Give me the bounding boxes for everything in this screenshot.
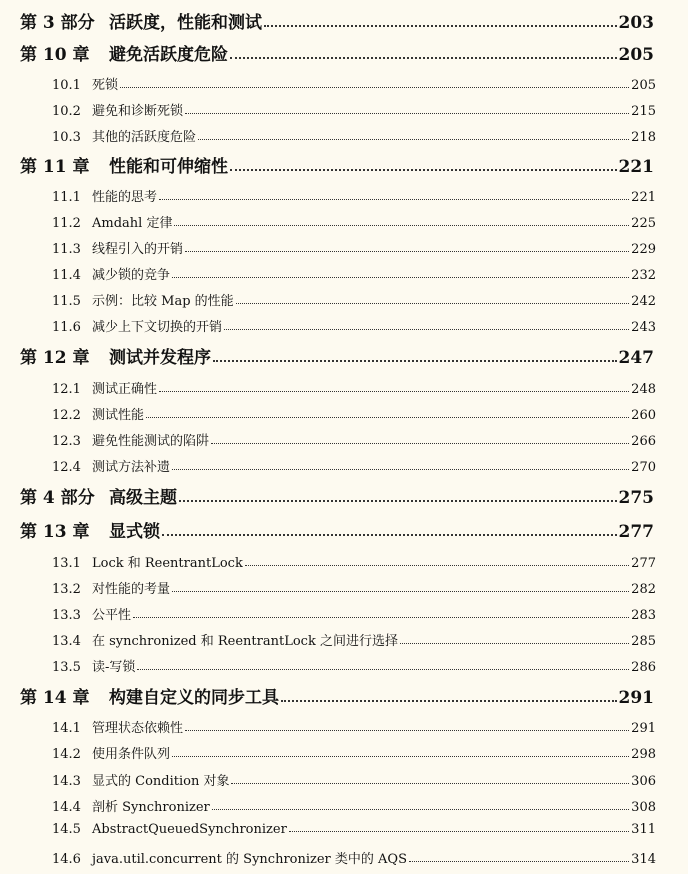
entry-title: 读-写锁 bbox=[92, 660, 136, 675]
page-number: 266 bbox=[631, 434, 656, 449]
dot-leader bbox=[289, 830, 629, 832]
dot-leader bbox=[172, 276, 629, 278]
toc-section-row bbox=[0, 404, 688, 423]
dot-leader bbox=[146, 416, 629, 418]
entry-number: 13.5 bbox=[52, 660, 81, 675]
entry-number: 14.5 bbox=[52, 822, 81, 837]
toc-section-row bbox=[0, 578, 688, 597]
toc-section-row bbox=[0, 743, 688, 762]
entry-title: 减少锁的竞争 bbox=[92, 268, 171, 283]
entry-number: 14.1 bbox=[52, 721, 81, 736]
entry-number: 第 3 部分 bbox=[20, 13, 95, 33]
entry-number: 11.1 bbox=[52, 190, 81, 205]
dot-leader bbox=[264, 24, 617, 27]
page-number: 218 bbox=[631, 130, 656, 145]
entry-title: 剖析 Synchronizer bbox=[92, 800, 210, 815]
dot-leader bbox=[224, 328, 629, 330]
entry-number: 13.2 bbox=[52, 582, 81, 597]
toc-heading-row bbox=[0, 517, 688, 542]
entry-title: 性能的思考 bbox=[92, 190, 158, 205]
toc-heading-row bbox=[0, 483, 688, 508]
dot-leader bbox=[159, 390, 629, 392]
page-number: 270 bbox=[631, 460, 656, 475]
entry-title: 测试性能 bbox=[92, 408, 145, 423]
dot-leader bbox=[185, 729, 629, 731]
entry-title: 对性能的考量 bbox=[92, 582, 171, 597]
entry-number: 11.4 bbox=[52, 268, 81, 283]
entry-number: 第 12 章 bbox=[20, 348, 90, 368]
entry-title: 减少上下文切换的开销 bbox=[92, 320, 223, 335]
entry-number: 13.4 bbox=[52, 634, 81, 649]
entry-number: 13.1 bbox=[52, 556, 81, 571]
entry-title: java.util.concurrent 的 Synchronizer 类中的 AQS bbox=[92, 852, 407, 867]
dot-leader bbox=[212, 808, 629, 810]
entry-number: 11.3 bbox=[52, 242, 81, 257]
dot-leader bbox=[230, 168, 617, 171]
dot-leader bbox=[230, 56, 617, 59]
entry-title: 在 synchronized 和 ReentrantLock 之间进行选择 bbox=[92, 634, 398, 649]
page-number: 232 bbox=[631, 268, 656, 283]
toc-heading-row bbox=[0, 343, 688, 368]
entry-number: 11.6 bbox=[52, 320, 81, 335]
entry-title: 其他的活跃度危险 bbox=[92, 130, 197, 145]
dot-leader bbox=[236, 302, 630, 304]
dot-leader bbox=[120, 86, 629, 88]
entry-number: 12.2 bbox=[52, 408, 81, 423]
entry-number: 11.2 bbox=[52, 216, 81, 231]
page-number: 314 bbox=[631, 852, 656, 867]
page-number: 283 bbox=[631, 608, 656, 623]
page-number: 308 bbox=[631, 800, 656, 815]
toc-section-row bbox=[0, 552, 688, 571]
entry-title: 显式的 Condition 对象 bbox=[92, 774, 230, 789]
entry-number: 12.1 bbox=[52, 382, 81, 397]
page-number: 282 bbox=[631, 582, 656, 597]
entry-number: 14.6 bbox=[52, 852, 81, 867]
entry-title: Amdahl 定律 bbox=[92, 216, 173, 231]
entry-title: 示例：比较 Map 的性能 bbox=[92, 294, 234, 309]
toc-section-row bbox=[0, 717, 688, 736]
page-number: 285 bbox=[631, 634, 656, 649]
entry-number: 13.3 bbox=[52, 608, 81, 623]
entry-number: 10.1 bbox=[52, 78, 81, 93]
toc-section-row bbox=[0, 630, 688, 649]
toc-section-row bbox=[0, 656, 688, 675]
page-number: 205 bbox=[618, 45, 654, 65]
entry-number: 10.3 bbox=[52, 130, 81, 145]
entry-number: 12.4 bbox=[52, 460, 81, 475]
entry-number: 第 11 章 bbox=[20, 157, 90, 177]
entry-number: 第 14 章 bbox=[20, 688, 90, 708]
page-number: 215 bbox=[631, 104, 656, 119]
entry-number: 11.5 bbox=[52, 294, 81, 309]
dot-leader bbox=[159, 198, 629, 200]
toc-section-row bbox=[0, 212, 688, 231]
entry-title: 避免性能测试的陷阱 bbox=[92, 434, 210, 449]
page-number: 298 bbox=[631, 747, 656, 762]
page-number: 203 bbox=[618, 13, 654, 33]
toc-section-row bbox=[0, 126, 688, 145]
toc-section-row bbox=[0, 290, 688, 309]
entry-title: 性能和可伸缩性 bbox=[109, 157, 228, 177]
dot-leader bbox=[137, 668, 629, 670]
dot-leader bbox=[245, 564, 629, 566]
page-number: 225 bbox=[631, 216, 656, 231]
dot-leader bbox=[211, 442, 629, 444]
dot-leader bbox=[231, 782, 629, 784]
toc-heading-row bbox=[0, 683, 688, 708]
entry-title: 管理状态依赖性 bbox=[92, 721, 184, 736]
entry-number: 第 10 章 bbox=[20, 45, 90, 65]
toc-section-row bbox=[0, 430, 688, 449]
dot-leader bbox=[172, 590, 629, 592]
dot-leader bbox=[172, 755, 629, 757]
toc-section-row bbox=[0, 604, 688, 623]
toc-section-row bbox=[0, 770, 688, 789]
page-number: 277 bbox=[631, 556, 656, 571]
dot-leader bbox=[185, 112, 629, 114]
page-number: 260 bbox=[631, 408, 656, 423]
page-number: 286 bbox=[631, 660, 656, 675]
dot-leader bbox=[198, 138, 629, 140]
page-number: 243 bbox=[631, 320, 656, 335]
entry-title: 测试正确性 bbox=[92, 382, 158, 397]
toc-section-row bbox=[0, 264, 688, 283]
toc-heading-row bbox=[0, 40, 688, 65]
page-number: 275 bbox=[618, 488, 654, 508]
entry-title: AbstractQueuedSynchronizer bbox=[92, 822, 287, 837]
toc-section-row bbox=[0, 316, 688, 335]
page-number: 277 bbox=[618, 522, 654, 542]
page-number: 311 bbox=[631, 822, 656, 837]
page-number: 242 bbox=[631, 294, 656, 309]
dot-leader bbox=[281, 699, 617, 702]
page-number: 247 bbox=[618, 348, 654, 368]
toc-section-row bbox=[0, 74, 688, 93]
dot-leader bbox=[400, 642, 629, 644]
entry-number: 第 4 部分 bbox=[20, 488, 95, 508]
entry-number: 14.3 bbox=[52, 774, 81, 789]
page-number: 221 bbox=[618, 157, 654, 177]
dot-leader bbox=[162, 533, 617, 536]
dot-leader bbox=[172, 468, 629, 470]
entry-number: 14.4 bbox=[52, 800, 81, 815]
page-number: 291 bbox=[631, 721, 656, 736]
toc-section-row bbox=[0, 822, 688, 837]
page-number: 306 bbox=[631, 774, 656, 789]
page-number: 221 bbox=[631, 190, 656, 205]
toc-section-row bbox=[0, 378, 688, 397]
toc-section-row bbox=[0, 238, 688, 257]
dot-leader bbox=[179, 499, 617, 502]
entry-number: 12.3 bbox=[52, 434, 81, 449]
toc-section-row bbox=[0, 456, 688, 475]
page-number: 248 bbox=[631, 382, 656, 397]
toc-heading-row bbox=[0, 152, 688, 177]
entry-title: 显式锁 bbox=[109, 522, 160, 542]
entry-title: 使用条件队列 bbox=[92, 747, 171, 762]
dot-leader bbox=[185, 250, 629, 252]
entry-title: 避免活跃度危险 bbox=[109, 45, 228, 65]
page-number: 229 bbox=[631, 242, 656, 257]
entry-title: 测试并发程序 bbox=[109, 348, 211, 368]
page-number: 205 bbox=[631, 78, 656, 93]
entry-number: 10.2 bbox=[52, 104, 81, 119]
toc-section-row bbox=[0, 100, 688, 119]
page-number: 291 bbox=[618, 688, 654, 708]
entry-title: 活跃度，性能和测试 bbox=[109, 13, 262, 33]
entry-title: 死锁 bbox=[92, 78, 119, 93]
toc-section-row bbox=[0, 186, 688, 205]
entry-title: Lock 和 ReentrantLock bbox=[92, 556, 243, 571]
toc-heading-row bbox=[0, 8, 688, 33]
entry-title: 构建自定义的同步工具 bbox=[109, 688, 279, 708]
toc-section-row bbox=[0, 848, 688, 867]
entry-title: 高级主题 bbox=[109, 488, 177, 508]
dot-leader bbox=[133, 616, 629, 618]
entry-number: 第 13 章 bbox=[20, 522, 90, 542]
toc-section-row bbox=[0, 796, 688, 815]
entry-title: 线程引入的开销 bbox=[92, 242, 184, 257]
entry-number: 14.2 bbox=[52, 747, 81, 762]
dot-leader bbox=[213, 359, 617, 362]
entry-title: 避免和诊断死锁 bbox=[92, 104, 184, 119]
dot-leader bbox=[174, 224, 629, 226]
entry-title: 测试方法补遗 bbox=[92, 460, 171, 475]
entry-title: 公平性 bbox=[92, 608, 132, 623]
dot-leader bbox=[409, 860, 629, 862]
